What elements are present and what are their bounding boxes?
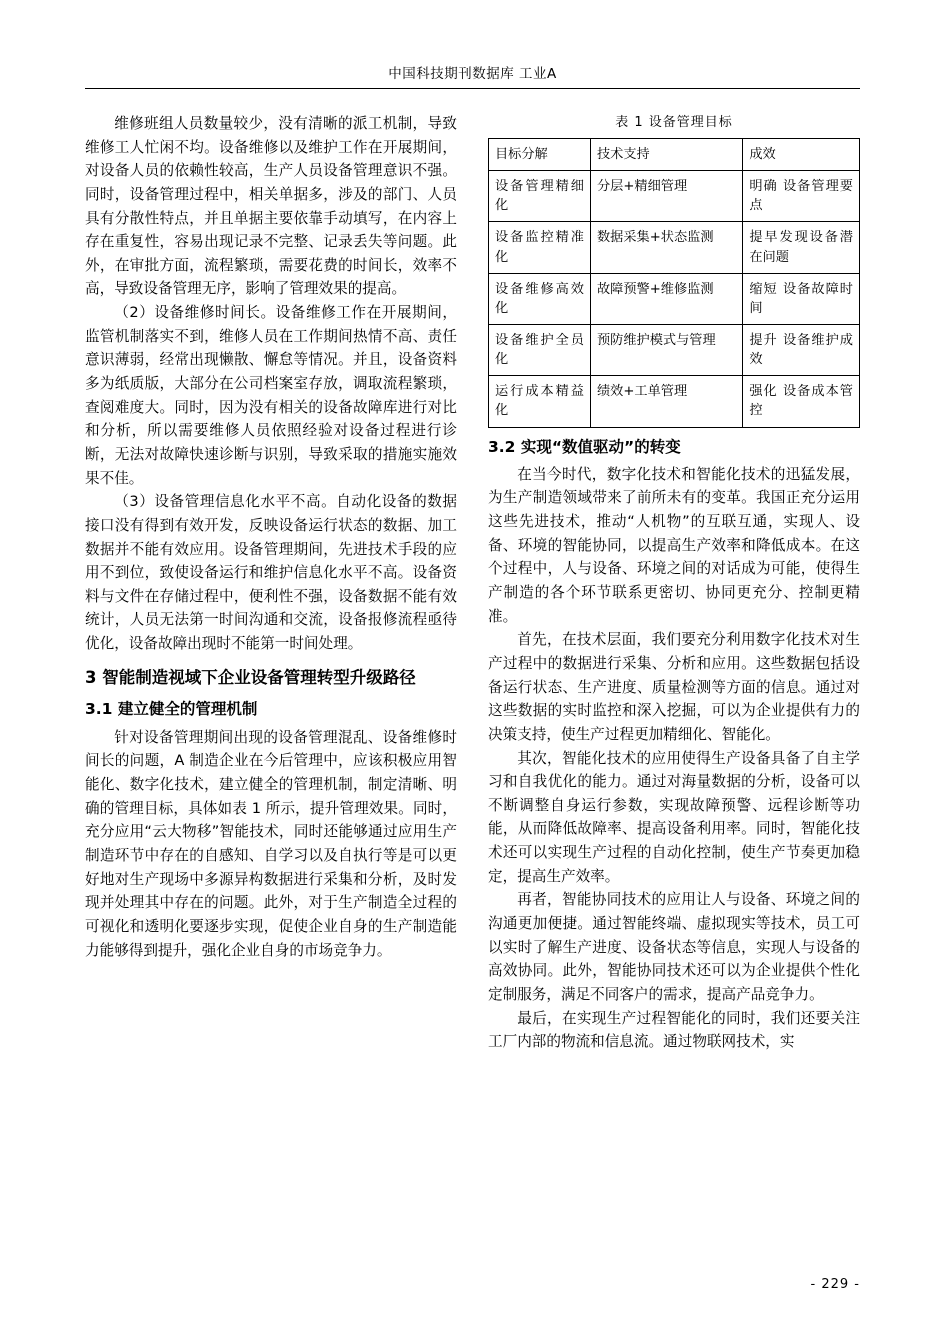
table-cell: 预防维护模式与管理 — [590, 325, 742, 376]
table-cell: 运行成本精益化 — [489, 376, 591, 427]
table-row — [489, 171, 860, 222]
paragraph: 其次，智能化技术的应用使得生产设备具备了自主学习和自我优化的能力。通过对海量数据的分析，设备可以不断调整自身运行参数，实现故障预警、远程诊断等功能，从而降低故障率、提高设备利用率。同时，智能化技术还可以实现生产过程的自动化控制，使生产节奏更加稳定，提高生产效率。 — [488, 749, 860, 885]
table-cell: 故障预警+维修监测 — [590, 273, 742, 324]
table-header-cell: 技术支持 — [590, 139, 742, 171]
table-row — [489, 325, 860, 376]
table-header-row — [489, 139, 860, 171]
table-cell: 设备监控精准化 — [489, 222, 591, 273]
table-header-cell: 目标分解 — [489, 139, 591, 171]
running-header: 中国科技期刊数据库 工业A — [388, 66, 557, 82]
table-row — [489, 273, 860, 324]
table-caption: 表 1 设备管理目标 — [615, 115, 733, 130]
section-heading: 3 智能制造视域下企业设备管理转型升级路径 — [85, 667, 416, 687]
table-cell: 分层+精细管理 — [590, 171, 742, 222]
paragraph: 在当今时代，数字化技术和智能化技术的迅猛发展，为生产制造领域带来了前所未有的变革。我国正充分运用这些先进技术，推动“人机物”的互联互通，实现人、设备、环境的智能协同，以提高生产效率和降低成本。在这个过程中，人与设备、环境之间的对话成为可能，使得生产制造的各个环节联系更密切、协同更充分、控制更精准。 — [488, 465, 860, 625]
subsection-heading: 3.2 实现“数值驱动”的转变 — [488, 437, 681, 456]
paragraph: 维修班组人员数量较少，没有清晰的派工机制，导致维修工人忙闲不均。设备维修以及维护工作在开展期间，对设备人员的依赖性较高，生产人员设备管理意识不强。同时，设备管理过程中，相关单据多，涉及的部门、人员具有分散性特点，并且单据主要依靠手动填写，在内容上存在重复性，容易出现记录不完整、记录丢失等问题。此外，在审批方面，流程繁琐，需要花费的时间长，效率不高，导致设备管理无序，影响了管理效果的提高。 — [85, 115, 457, 298]
paragraph: 首先，在技术层面，我们要充分利用数字化技术对生产过程中的数据进行采集、分析和应用。这些数据包括设备运行状态、生产进度、质量检测等方面的信息。通过对这些数据的实时监控和深入挖掘，可以为企业提供有力的决策支持，使生产过程更加精细化、智能化。 — [488, 631, 860, 743]
paragraph: 最后，在实现生产过程智能化的同时，我们还要关注工厂内部的物流和信息流。通过物联网技术，实 — [488, 1009, 860, 1051]
table-cell: 缩短 设备故障时间 — [743, 273, 860, 324]
paragraph: 针对设备管理期间出现的设备管理混乱、设备维修时间长的问题，A 制造企业在今后管理中，应该积极应用智能化、数字化技术，建立健全的管理机制，制定清晰、明确的管理目标，具体如表 1 所示，提升管理效果。同时，充分应用“云大物移”智能技术，同时还能够通过应用生产制造环节中存在的自感知、自学习以及自执行等是可以更好地对生产现场中多源异构数据进行采集和分析，及时发现并处理其中存在的问题。此外，对于生产制造全过程的可视化和透明化要逐步实现，促使企业自身的生产制造能力能够得到提升，强化企业自身的市场竞争力。 — [85, 728, 457, 959]
table-cell: 数据采集+状态监测 — [590, 222, 742, 273]
left-column — [85, 112, 457, 962]
header-divider — [85, 88, 860, 89]
table-block — [488, 112, 860, 428]
table-cell: 强化 设备成本管控 — [743, 376, 860, 427]
subsection-heading: 3.1 建立健全的管理机制 — [85, 700, 258, 719]
table-cell: 绩效+工单管理 — [590, 376, 742, 427]
table-row — [489, 376, 860, 427]
table-cell: 设备管理精细化 — [489, 171, 591, 222]
table-row — [489, 222, 860, 273]
right-column — [488, 112, 860, 1054]
table-header-cell: 成效 — [743, 139, 860, 171]
table-cell: 明确 设备管理要点 — [743, 171, 860, 222]
paragraph: 再者，智能协同技术的应用让人与设备、环境之间的沟通更加便捷。通过智能终端、虚拟现实等技术，员工可以实时了解生产进度、设备状态等信息，实现人与设备的高效协同。此外，智能协同技术还可以为企业提供个性化定制服务，满足不同客户的需求，提高产品竞争力。 — [488, 891, 860, 1003]
paragraph: （2）设备维修时间长。设备维修工作在开展期间，监管机制落实不到，维修人员在工作期间热情不高、责任意识薄弱，经常出现懒散、懈怠等情况。并且，设备资料多为纸质版，大部分在公司档案室存放，调取流程繁琐，查阅难度大。同时，因为没有相关的设备故障库进行对比和分析，所以需要维修人员依照经验对设备过程进行诊断，无法对故障快速诊断与识别，导致采取的措施实施效果不佳。 — [85, 304, 457, 487]
table-cell: 提早发现设备潜在问题 — [743, 222, 860, 273]
table-cell: 提升 设备维护成效 — [743, 325, 860, 376]
equipment-management-goals-table — [488, 138, 860, 428]
table-cell: 设备维护全员化 — [489, 325, 591, 376]
page-number: - 229 - — [810, 1277, 860, 1292]
paragraph: （3）设备管理信息化水平不高。自动化设备的数据接口没有得到有效开发，反映设备运行状态的数据、加工数据并不能有效应用。设备管理期间，先进技术手段的应用不到位，致使设备运行和维护信息化水平不高。设备资料与文件在存储过程中，便利性不强，设备数据不能有效统计，人员无法第一时间沟通和交流，设备报修流程亟待优化，设备故障出现时不能第一时间处理。 — [85, 493, 457, 653]
table-cell: 设备维修高效化 — [489, 273, 591, 324]
